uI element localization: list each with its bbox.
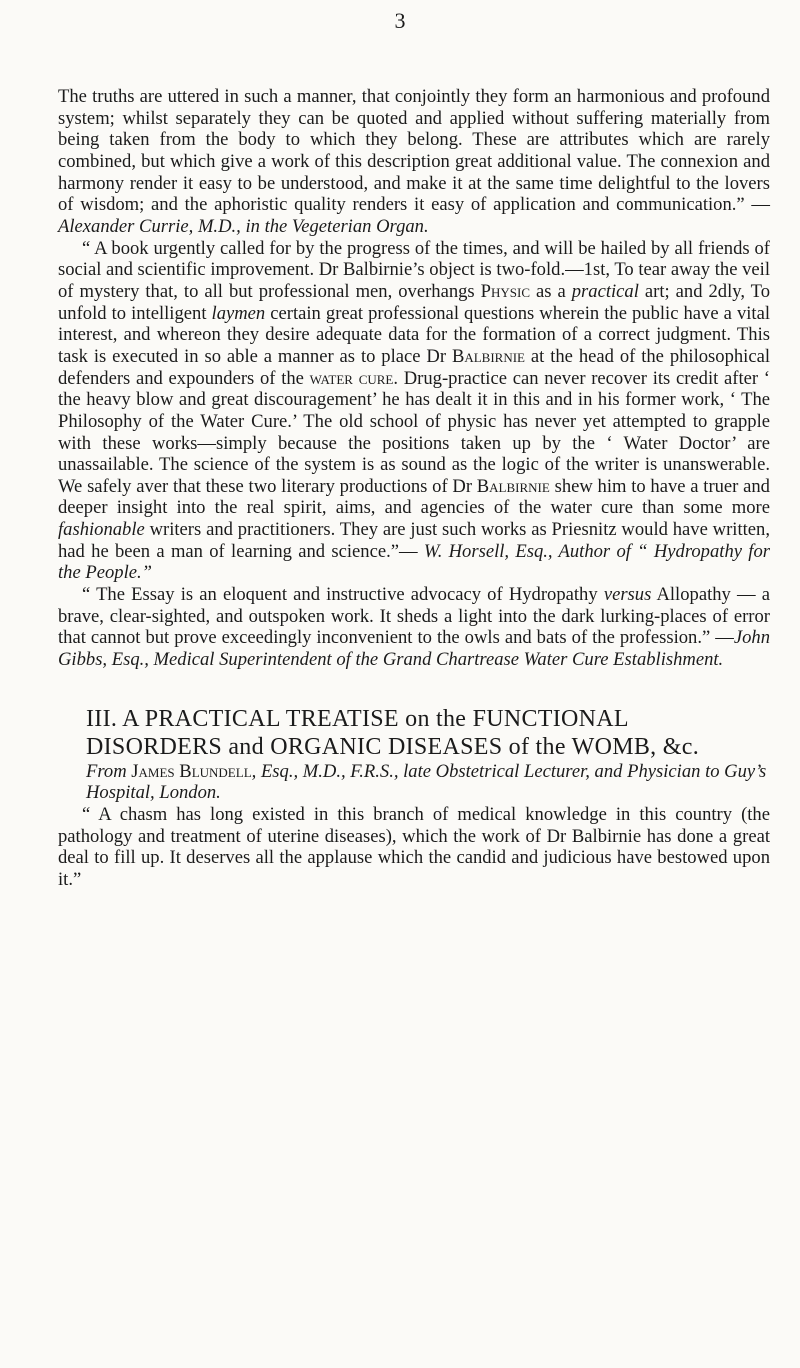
review-text: “ A book urgently called for by the progress of the times, and will be hailed by all friends of social and scientific improvement. Dr Balbirnie’s object is two-fold.—1st, To tear away the veil of mystery that, to all but professional men, overhangs [58, 237, 770, 302]
attribution-from: From [86, 760, 127, 782]
review-source: Alexander Currie, M.D., in the Vegeterian Organ. [58, 215, 429, 237]
review-paragraph-horsell [58, 238, 770, 585]
review-source: W. Horsell, Esq., Author of “ Hydropathy for the People.” [58, 540, 770, 584]
review-text: writers and practitioners. They are just such works as Priesnitz would have written, had he been a man of learning and science.”— [58, 519, 770, 562]
section-attribution [58, 761, 770, 804]
section-quote: “ A chasm has long existed in this branch of medical knowledge in this country (the pathology and treatment of uterine diseases), which the work of Dr Balbirnie has done a great deal to fill up. It deserves all the applause which the candid and judicious have bestowed upon it.” [58, 804, 770, 890]
review-paragraph-gibbs [58, 584, 770, 671]
attribution-title: , Esq., M.D., F.R.S., late Obstetrical Lecturer, and Physician to Guy’s Hospital, London. [86, 760, 767, 804]
review-text-italic: practical [571, 280, 639, 302]
review-text: as a [530, 280, 572, 302]
page-body [58, 86, 770, 891]
review-source: John Gibbs, Esq., Medical Superintendent of the Grand Chartrease Water Cure Establishment. [58, 627, 770, 671]
review-paragraph-currie [58, 86, 770, 238]
review-text-smallcaps: Balbirnie [451, 345, 525, 367]
review-text: Allopathy — a brave, clear-sighted, and outspoken work. It sheds a light into the dark lurking-places of error that cannot but prove exceedingly inconvenient to the owls and bats of the profession.” — [58, 584, 770, 649]
review-text: “ The Essay is an eloquent and instructive advocacy of Hydropathy [82, 584, 604, 606]
review-text: The truths are uttered in such a manner, that conjointly they form an harmonious and profound system; whilst separately they can be quoted and applied without suffering materially from being taken from the body to which they belong. These are attributes which are rarely combined, but which give a work of this description great additional value. The connexion and harmony render it easy to be understood, and make it at the same time delightful to the lovers of wisdom; and the aphoristic quality renders it easy of application and communication.” — [58, 86, 770, 216]
review-text-italic: versus [603, 584, 652, 606]
review-text-smallcaps: Balbirnie [476, 475, 550, 497]
attribution-name: James Blundell [131, 760, 252, 782]
review-text: shew him to have a truer and deeper insight into the real spirit, aims, and agencies of the water cure than some more [58, 475, 770, 519]
page-number: 3 [394, 8, 406, 33]
review-text: certain great professional questions wherein the public have a vital interest, and whereon they desire adequate data for the formation of a correct judgment. This task is executed in so able a manner as to place Dr [58, 302, 770, 367]
review-text-smallcaps: Physic [480, 280, 531, 302]
review-text-italic: laymen [211, 302, 266, 324]
section-title: III. A PRACTICAL TREATISE on the FUNCTIONAL DISORDERS and ORGANIC DISEASES of the WOMB, &c. [86, 705, 699, 760]
review-text: . Drug-practice can never recover its credit after ‘ the heavy blow and great discouragement’ he has dealt it in this and in his former work, ‘ The Philosophy of the Water Cure.’ The old school of physic has never yet attempted to grapple with these works—simply because the positions taken up by the ‘ Water Doctor’ are unassailable. The science of the system is as sound as the logic of the writer is unanswerable. We safely aver that these two literary productions of Dr [58, 367, 770, 497]
review-text: at the head of the philosophical defenders and expounders of the [58, 345, 770, 389]
review-text-smallcaps: water cure [309, 367, 394, 389]
review-text: art; and 2dly, To unfold to intelligent [58, 280, 771, 324]
review-text-italic: fashionable [58, 519, 145, 541]
section-iii [58, 705, 770, 891]
